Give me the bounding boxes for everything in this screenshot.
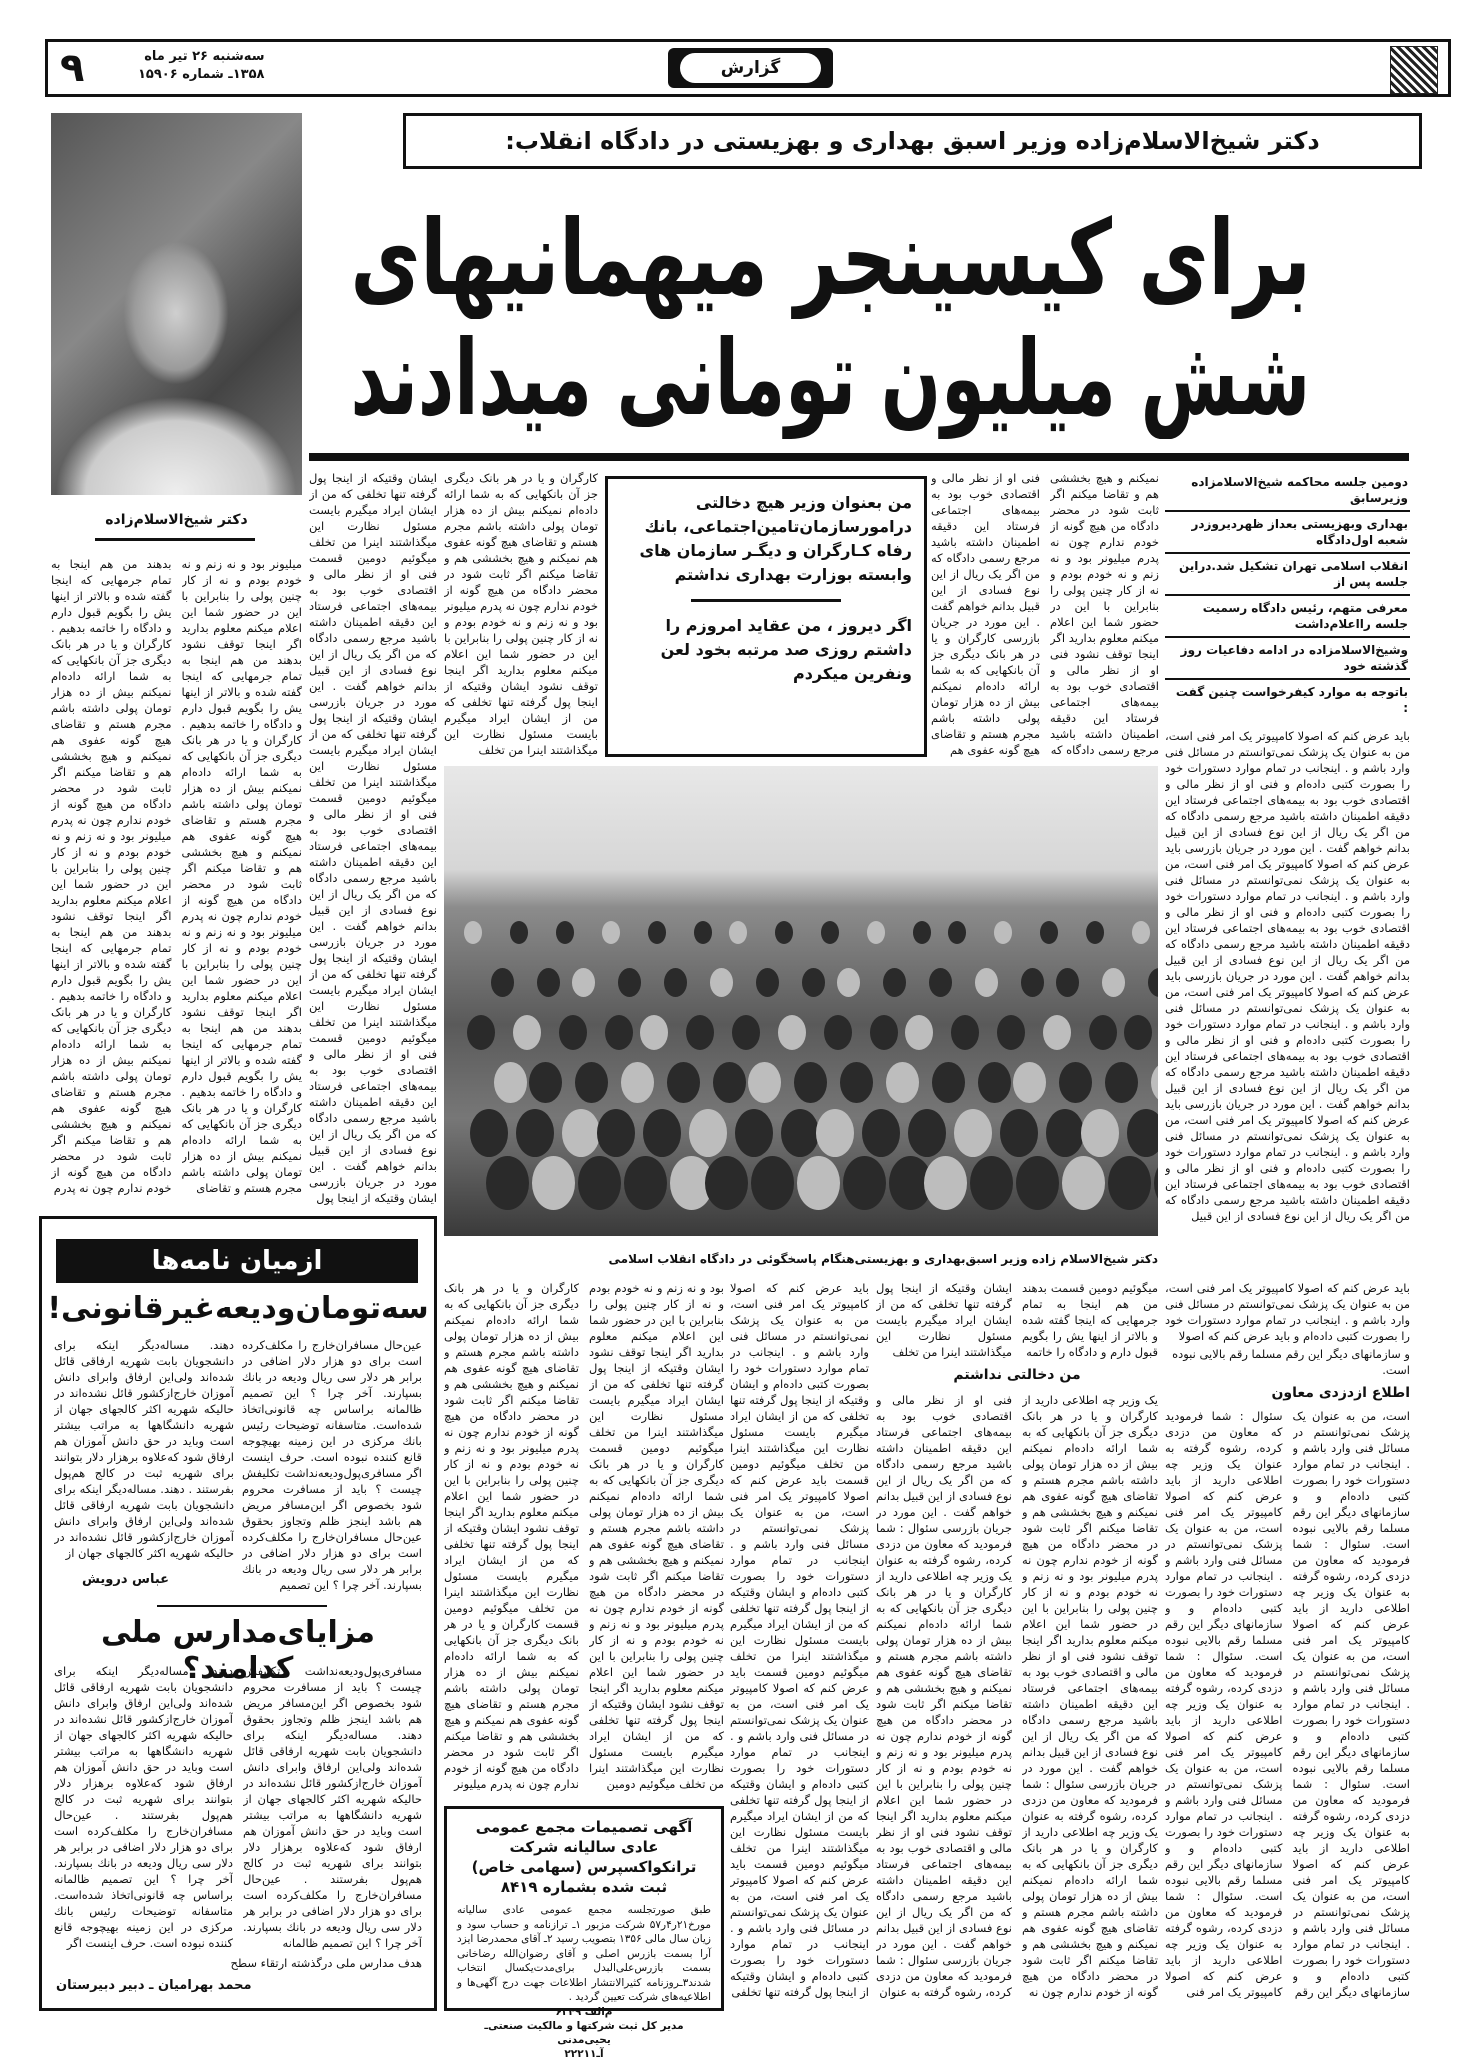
photo-figure: [597, 1109, 635, 1157]
photo-figure: [837, 968, 860, 997]
photo-figure: [605, 1015, 633, 1050]
legal-notice-ad: آگهی تصمیمات مجمع عمومی عادی سالیانه شرکت ترانکواکسپرس (سهامی خاص) ثبت شده بشماره ۸۴۱۹ طبق صورتجلسه مجمع عمومی عادی سالیانه مورخ۲۱ر۴ر۵۷ شرکت مزبور ۱ـ ترازنامه و حساب سود و زیان سال مالی ۱۳۵۶ بتصویب رسید ۲ـ آقای محمدرضا ایزد آرا بسمت بازرس اصلی و آقای رضوان‌الله رضاخانی بسمت بازرس‌علی‌البدل برای‌مدت‌یکسال انتخاب شدند۳ـروزنامه کثیرالانتشار اطلاعات جهت درج آگهی‌ها و اطلاعیه‌های شرکت تعیین گردید . م‌الف ۶۳۴۹ مدیر کل ثبت شرکتها و مالکیت صنعتی‌ـ یحیی‌مدنی آ‌ـ۲۲۲۱۱: [444, 1806, 724, 2011]
subheading: اطلاع ازدزدی معاون: [1271, 1385, 1410, 1401]
photo-figure: [908, 1109, 946, 1157]
photo-figure: [602, 921, 620, 944]
photo-figure: [686, 1015, 714, 1050]
letter-author: محمد بهرامیان ـ دبیر دبیرستان: [56, 1978, 252, 1993]
photo-figure: [732, 1015, 760, 1050]
photo-figure: [705, 1156, 748, 1210]
text-column: است، من به عنوان یک پزشک نمی‌توانستم در مسائل فنی وارد باشم و . اینجانب در تمام موارد دستورات خود را بصورت کتبی داده‌ام و و سازمانهای دیگر این رقم مسلما رقم بالایی نبوده است. سئوال : شما فرمودید که معاون من دزدی کرده، رشوه گرفته به عنوان یک وزیر چه اطلاعی دارید از باید عرض کنم که اصولا کامپیوتر یک امر فنی است، من به عنوان یک پزشک نمی‌توانستم در مسائل فنی وارد باشم و . اینجانب در تمام موارد دستورات خود را بصورت کتبی داده‌ام و و سازمانهای دیگر این رقم مسلما رقم بالایی نبوده است. سئوال : شما فرمودید که معاون من دزدی کرده، رشوه گرفته به عنوان یک وزیر چه اطلاعی دارید از باید عرض کنم که اصولا کامپیوتر یک امر فنی است، من به عنوان یک پزشک نمی‌توانستم در مسائل فنی وارد باشم و . اینجانب در تمام موارد دستورات خود را بصورت کتبی داده‌ام و و سازمانهای دیگر این رقم: [1292, 1409, 1410, 1999]
pull-quote-1: من بعنوان وزیر هیچ دخالتی درامورسازمان‌تامین‌اجتماعی، بانك رفاه کـارگران و دیگـر سازمان های وابسته بوزارت بهداری نداشتم: [639, 493, 912, 584]
text-column: کارگران و یا در هر بانک دیگری جز آن بانکهایی که به شما ارائه داده‌ام نمیکنم بیش از ده هزار تومان پولی داشته باشم مجرم هستم و تقاضای هیچ گونه عفوی هم نمیکنم و هیچ بخششی هم و تقاضا میکنم اگر ثابت شود در محضر دادگاه من هیچ گونه از خودم ندارم چون نه پدرم میلیونر بود و نه زنم و نه خودم بودم و نه از کار چنین پولی را بنابراین با این در حضور شما این اعلام میکنم معلوم بدارید اگر اینجا توقف نشود ایشان وقتیکه از اینجا پول گرفته تنها تخلفی که من از ایشان ایراد میگیرم بایست مسئول نظارت این میگذاشتند اینرا من تخلف میگوئیم دومین قسمت کارگران و یا در هر بانک دیگری جز آن بانکهایی که به شما ارائه داده‌ام نمیکنم بیش از ده هزار تومان پولی داشته باشم مجرم هستم و تقاضای هیچ گونه عفوی هم نمیکنم و هیچ بخششی هم و تقاضا میکنم اگر ثابت شود در محضر دادگاه من هیچ گونه از خودم ندارم چون نه پدرم میلیونر: [444, 1281, 579, 1791]
letters-banner: ازمیان نامه‌ها: [56, 1239, 418, 1283]
text-column: میلیونر بود و نه زنم و نه خودم بودم و نه از کار چنین پولی را بنابراین با این در حضور شما این اعلام میکنم معلوم بدارید اگر اینجا توقف نشود بدهند من هم اینجا به تمام جرمهایی که اینجا گفته شده و بالاتر از اینها یش را بگویم قبول دارم و دادگاه را خاتمه بدهیم . کارگران و یا در هر بانک دیگری جز آن بانکهایی که به شما ارائه داده‌ام نمیکنم بیش از ده هزار تومان پولی داشته باشم مجرم هستم و تقاضای هیچ گونه عفوی هم نمیکنم و هیچ بخششی هم و تقاضا میکنم اگر ثابت شود در محضر دادگاه من هیچ گونه از خودم ندارم چون نه پدرم میلیونر بود و نه زنم و نه خودم بودم و نه از کار چنین پولی را بنابراین با این در حضور شما این اعلام میکنم معلوم بدارید اگر اینجا توقف نشود بدهند من هم اینجا به تمام جرمهایی که اینجا گفته شده و بالاتر از اینها یش را بگویم قبول دارم و دادگاه را خاتمه بدهیم . کارگران و یا در هر بانک دیگری جز آن بانکهایی که به شما ارائه داده‌ام نمیکنم بیش از ده هزار تومان پولی داشته باشم مجرم هستم و تقاضای: [181, 557, 302, 1195]
text-column: بود و نه زنم و نه خودم بودم و نه از کار چنین پولی را بنابراین با این در حضور شما این اعلام میکنم معلوم بدارید اگر اینجا توقف نشود ایشان وقتیکه از اینجا پول گرفته تنها تخلفی که من از ایشان ایراد میگیرم بایست مسئول نظارت این میگذاشتند اینرا من تخلف میگوئیم دومین قسمت کارگران و یا در هر بانک دیگری جز آن بانکهایی که به شما ارائه داده‌ام نمیکنم بیش از ده هزار تومان پولی داشته باشم مجرم هستم و تقاضای هیچ گونه عفوی هم نمیکنم و هیچ بخششی هم و تقاضا میکنم اگر ثابت شود در محضر دادگاه من هیچ گونه از خودم ندارم چون نه پدرم میلیونر بود و نه زنم و نه خودم بودم و نه از کار چنین پولی را بنابراین با این در حضور شما این اعلام میکنم معلوم بدارید اگر اینجا توقف نشود ایشان وقتیکه از اینجا پول گرفته تنها تخلفی که من از ایشان ایراد میگیرم بایست مسئول نظارت این میگذاشتند اینرا من تخلف میگوئیم دومین: [589, 1281, 724, 1791]
article-summary: دومین جلسه محاکمه شیخ‌الاسلامزاده وزیرسابق بهداری وبهزیستی بعداز ظهردیروزدر شعبه اول‌دادگاه انقلاب اسلامی تهران تشکیل شد.دراین جلسه پس از معرفی متهم، رئیس دادگاه رسمیت جلسه رااعلام‌داشت وشیخ‌الاسلامزاده در ادامه دفاعیات روز گذشته خود باتوجه به موارد کیفرخواست چنین گفت :: [1165, 470, 1410, 720]
article-column: [730, 1280, 869, 2008]
photo-figure: [840, 1062, 873, 1103]
photo-figure: [948, 921, 966, 944]
letter-body: [242, 1337, 422, 1593]
kicker: دکتر شیخ‌الاسلام‌زاده وزیر اسبق بهداری و بهزیستی در دادگاه انقلاب:: [403, 113, 1422, 169]
text-column: عین‌حال مسافران‌خارج را مکلف‌کرده است برای دو هزار دلار اضافی در برابر هر دلار سی ریال ودیعه در بانك بسپارند. آخر چرا ؟ این تصمیم ظالمانه براساس چه قانونی‌اتخاذ شده‌است. متاسفانه توضیحات رئیس بانك مرکزی در این زمینه بهیچوجه قانع کننده نبوده است. حرف اینست اگر مسافری‌پول‌ودیعه‌نداشت تکلیفش چیست ؟ باید از مسافرت محروم شود بخصوص اگر این‌مسافر مریض هم باشد اینجز ظلم وتجاوز بحقوق عین‌حال مسافران‌خارج را مکلف‌کرده است برای دو هزار دلار اضافی در برابر هر دلار سی ریال ودیعه در بانك بسپارند. آخر چرا ؟ این تصمیم: [242, 1338, 422, 1592]
photo-figure: [1148, 968, 1158, 997]
photo-figure: [648, 921, 666, 944]
photo-figure: [710, 968, 733, 997]
page-number: ۹: [60, 45, 85, 91]
page-header: [45, 39, 1451, 97]
photo-figure: [1081, 1109, 1119, 1157]
photo-figure: [821, 921, 839, 944]
photo-figure: [1021, 968, 1044, 997]
photo-figure: [1127, 1109, 1158, 1157]
photo-figure: [1124, 1015, 1152, 1050]
text-column: میگوئیم دومین قسمت بدهند من هم اینجا به تمام جرمهایی که اینجا گفته شده و بالاتر از اینها یش را بگویم قبول دارم و دادگاه را خاتمه: [1022, 1281, 1158, 1359]
photo-figure: [713, 1062, 746, 1103]
letter-body: هدف مدارس ملی درگذشته ارتقاء سطح: [230, 1956, 422, 1970]
photo-figure: [797, 1156, 840, 1210]
photo-figure: [843, 1156, 886, 1210]
photo-figure: [748, 1062, 781, 1103]
photo-figure: [1040, 921, 1058, 944]
photo-figure: [1151, 1062, 1158, 1103]
divider: [157, 1605, 327, 1607]
photo-figure: [640, 1015, 668, 1050]
photo-figure: [513, 1015, 541, 1050]
photo-figure: [905, 1015, 933, 1050]
photo-figure: [572, 968, 595, 997]
photo-figure: [735, 1109, 773, 1157]
photo-figure: [954, 1109, 992, 1157]
photo-figure: [667, 1062, 700, 1103]
photo-figure: [994, 921, 1012, 944]
text-column: ایشان وقتیکه از اینجا پول گرفته تنها تخلفی که من از ایشان ایراد میگیرم بایست مسئول نظارت این میگذاشتند اینرا من تخلف: [876, 1281, 1012, 1359]
photo-figure: [486, 1156, 529, 1210]
pull-quote-2: اگر دیروز ، من عقاید امروزم را داشتم روزی صد مرتبه بخود لعن ونفرین میکردم: [660, 616, 912, 683]
article-column: [876, 1392, 1158, 2008]
photo-figure: [618, 968, 641, 997]
text-column: کارگران و یا در هر بانک دیگری جز آن بانکهایی که به شما ارائه داده‌ام نمیکنم بیش از ده هزار تومان پولی داشته باشم مجرم هستم و تقاضای هیچ گونه عفوی هم نمیکنم و هیچ بخششی هم و تقاضا میکنم اگر ثابت شود در محضر دادگاه من هیچ گونه از خودم ندارم چون نه پدرم میلیونر بود و نه زنم و نه خودم بودم و نه از کار چنین پولی را بنابراین با این در حضور شما این اعلام میکنم معلوم بدارید اگر اینجا توقف نشود ایشان وقتیکه از اینجا پول گرفته تنها تخلفی که من از ایشان ایراد میگیرم بایست مسئول نظارت این میگذاشتند اینرا من تخلف: [444, 471, 598, 757]
photo-figure: [689, 1109, 727, 1157]
article-column: [51, 556, 302, 1206]
newspaper-logo-icon: [1390, 46, 1438, 94]
photo-figure: [924, 1156, 967, 1210]
photo-figure: [559, 1015, 587, 1050]
photo-figure: [510, 921, 528, 944]
photo-figure: [529, 1062, 562, 1103]
photo-figure: [464, 921, 482, 944]
photo-figure: [913, 921, 931, 944]
photo-figure: [1000, 1109, 1038, 1157]
photo-figure: [970, 1156, 1013, 1210]
article-column: [444, 470, 598, 758]
photo-figure: [932, 1062, 965, 1103]
photo-figure: [562, 1109, 600, 1157]
photo-figure: [816, 1109, 854, 1157]
article-column: [1165, 1280, 1410, 1344]
photo-figure: [1089, 1015, 1117, 1050]
divider: [691, 599, 841, 602]
photo-figure: [532, 1156, 575, 1210]
photo-figure: [1013, 1062, 1046, 1103]
text-column: باید عرض کنم که اصولا کامپیوتر یک امر فنی است، من به عنوان یک پزشک نمی‌توانستم در مسائل فنی وارد باشم و . اینجانب در تمام موارد دستورات خود را بصورت کتبی داده‌ام و ایشان وقتیکه از اینجا پول گرفته تنها تخلفی که من از ایشان ایراد میگیرم بایست مسئول نظارت این میگذاشتند اینرا من تخلف میگوئیم دومین قسمت باید عرض کنم که اصولا کامپیوتر یک امر فنی است، من به عنوان یک پزشک نمی‌توانستم در مسائل فنی وارد باشم و . اینجانب در تمام موارد دستورات خود را بصورت کتبی داده‌ام و ایشان وقتیکه از اینجا پول گرفته تنها تخلفی که من از ایشان ایراد میگیرم بایست مسئول نظارت این میگذاشتند اینرا من تخلف میگوئیم دومین قسمت باید عرض کنم که اصولا کامپیوتر یک امر فنی است، من به عنوان یک پزشک نمی‌توانستم در مسائل فنی وارد باشم و . اینجانب در تمام موارد دستورات خود را بصورت کتبی داده‌ام و ایشان وقتیکه از اینجا پول گرفته تنها تخلفی که من از ایشان ایراد میگیرم بایست مسئول نظارت این میگذاشتند اینرا من تخلف میگوئیم دومین قسمت باید عرض کنم که اصولا کامپیوتر یک امر فنی است، من به عنوان یک پزشک نمی‌توانستم در مسائل فنی وارد باشم و . اینجانب در تمام موارد دستورات خود را بصورت کتبی داده‌ام و ایشان وقتیکه از اینجا پول گرفته تنها تخلفی: [730, 1281, 869, 1999]
article-column: [444, 1280, 724, 1792]
photo-figure: [467, 1015, 495, 1050]
photo-figure: [1043, 1015, 1071, 1050]
photo-figure: [775, 921, 793, 944]
text-column: یک وزیر چه اطلاعی دارید از کارگران و یا در هر بانک دیگری جز آن بانکهایی که به شما ارائه داده‌ام نمیکنم بیش از ده هزار تومان پولی داشته باشم مجرم هستم و تقاضای هیچ گونه عفوی هم نمیکنم و هیچ بخششی هم و تقاضا میکنم اگر ثابت شود در محضر دادگاه من هیچ گونه از خودم ندارم چون نه پدرم میلیونر بود و نه زنم و نه خودم بودم و نه از کار چنین پولی را بنابراین با این در حضور شما این اعلام میکنم معلوم بدارید اگر اینجا توقف نشود فنی او از نظر مالی و اقتصادی خوب بود به بیمه‌های اجتماعی فرستاد این دقیقه اطمینان داشته باشید مرجع رسمی دادگاه که من اگر یک ریال از این نوع فسادی از این قبیل بدانم خواهم گفت . این مورد در جریان بازرسی سئوال : شما فرمودید که معاون من دزدی کرده، رشوه گرفته به عنوان یک وزیر چه اطلاعی دارید از کارگران و یا در هر بانک دیگری جز آن بانکهایی که به شما ارائه داده‌ام نمیکنم بیش از ده هزار تومان پولی داشته باشم مجرم هستم و تقاضای هیچ گونه عفوی هم نمیکنم و هیچ بخششی هم و تقاضا میکنم اگر ثابت شود در محضر دادگاه من هیچ گونه از خودم ندارم چون نه: [1022, 1393, 1158, 1999]
article-column: [1165, 728, 1410, 1230]
text-column: فنی او از نظر مالی و اقتصادی خوب بود به بیمه‌های اجتماعی فرستاد این دقیقه اطمینان داشته باشید مرجع رسمی دادگاه که من اگر یک ریال از این نوع فسادی از این قبیل بدانم خواهم گفت . این مورد در جریان بازرسی سئوال : شما فرمودید که معاون من دزدی کرده، رشوه گرفته به عنوان یک وزیر چه اطلاعی دارید از کارگران و یا در هر بانک دیگری جز آن بانکهایی که به شما ارائه داده‌ام نمیکنم بیش از ده هزار تومان پولی داشته باشم مجرم هستم و تقاضای هیچ گونه عفوی هم نمیکنم و هیچ بخششی هم و تقاضا میکنم اگر ثابت شود در محضر دادگاه من هیچ گونه از خودم ندارم چون نه پدرم میلیونر بود و نه زنم و نه خودم بودم و نه از کار چنین پولی را بنابراین با این در حضور شما این اعلام میکنم معلوم بدارید اگر اینجا توقف نشود فنی او از نظر مالی و اقتصادی خوب بود به بیمه‌های اجتماعی فرستاد این دقیقه اطمینان داشته باشید مرجع رسمی دادگاه که من اگر یک ریال از این نوع فسادی از این قبیل بدانم خواهم گفت . این مورد در جریان بازرسی سئوال : شما فرمودید که معاون من دزدی کرده، رشوه گرفته به عنوان: [876, 1393, 1012, 1999]
photo-figure: [778, 1015, 806, 1050]
text-column: فنی او از نظر مالی و اقتصادی خوب بود به بیمه‌های اجتماعی فرستاد این دقیقه اطمینان داشته باشید مرجع رسمی دادگاه که من اگر یک ریال از این نوع فسادی از این قبیل بدانم خواهم گفت . این مورد در جریان بازرسی کارگران و یا در هر بانک دیگری جز آن بانکهایی که به شما ارائه داده‌ام نمیکنم بیش از ده هزار تومان پولی داشته باشم مجرم هستم و تقاضای هیچ گونه عفوی هم: [931, 471, 1040, 757]
photo-figure: [624, 1156, 667, 1210]
headline-rule: [309, 453, 1409, 461]
photo-figure: [883, 968, 906, 997]
headline-line-2: شش میلیون تومانی میدادند: [349, 317, 1310, 439]
photo-figure: [578, 1156, 621, 1210]
photo-figure: [1046, 1109, 1084, 1157]
text-column: باید عرض کنم که اصولا کامپیوتر یک امر فنی است، من به عنوان یک پزشک نمی‌توانستم در مسائل فنی وارد باشم و . اینجانب در تمام موارد دستورات خود را بصورت کتبی داده‌ام و فنی او از نظر مالی و اقتصادی خوب بود به بیمه‌های اجتماعی فرستاد این دقیقه اطمینان داشته باشید مرجع رسمی دادگاه که من اگر یک ریال از این نوع فسادی از این قبیل بدانم خواهم گفت . این مورد در جریان بازرسی باید عرض کنم که اصولا کامپیوتر یک امر فنی است، من به عنوان یک پزشک نمی‌توانستم در مسائل فنی وارد باشم و . اینجانب در تمام موارد دستورات خود را بصورت کتبی داده‌ام و فنی او از نظر مالی و اقتصادی خوب بود به بیمه‌های اجتماعی فرستاد این دقیقه اطمینان داشته باشید مرجع رسمی دادگاه که من اگر یک ریال از این نوع فسادی از این قبیل بدانم خواهم گفت . این مورد در جریان بازرسی باید عرض کنم که اصولا کامپیوتر یک امر فنی است، من به عنوان یک پزشک نمی‌توانستم در مسائل فنی وارد باشم و . اینجانب در تمام موارد دستورات خود را بصورت کتبی داده‌ام و فنی او از نظر مالی و اقتصادی خوب بود به بیمه‌های اجتماعی فرستاد این دقیقه اطمینان داشته باشید مرجع رسمی دادگاه که من اگر یک ریال از این نوع فسادی از این قبیل بدانم خواهم گفت . این مورد در جریان بازرسی باید عرض کنم که اصولا کامپیوتر یک امر فنی است، من به عنوان یک پزشک نمی‌توانستم در مسائل فنی وارد باشم و . اینجانب در تمام موارد دستورات خود را بصورت کتبی داده‌ام و فنی او از نظر مالی و اقتصادی خوب بود به بیمه‌های اجتماعی فرستاد این دقیقه اطمینان داشته باشید مرجع رسمی دادگاه که من اگر یک ریال از این نوع فسادی از این قبیل: [1165, 729, 1410, 1223]
photo-figure: [491, 968, 514, 997]
headline-line-1: برای کیسینجر میهمانیهای: [350, 197, 1311, 319]
section-tag: گزارش: [668, 48, 833, 88]
subheading: من دخالتی نداشتم: [953, 1367, 1081, 1383]
photo-figure: [802, 968, 825, 997]
photo-figure: [870, 1015, 898, 1050]
photo-figure: [867, 921, 885, 944]
article-column: و سازمانهای دیگر این رقم مسلما رقم بالایی نبوده است.: [1172, 1347, 1410, 1377]
photo-figure: [729, 921, 747, 944]
photo-figure: [516, 1109, 554, 1157]
photo-figure: [1105, 1062, 1138, 1103]
photo-figure: [756, 968, 779, 997]
photo-figure: [470, 1109, 508, 1157]
photo-figure: [621, 1062, 654, 1103]
article-column: [876, 1280, 1158, 1360]
letters-section: [39, 1216, 437, 2011]
photo-figure: [1102, 968, 1125, 997]
text-column: دهند. مساله‌دیگر اینکه برای دانشجویان بابت شهریه ارفاقی قائل شده‌اند ولی‌این ارفاق وابرای دانش آموزان خارج‌ازکشور قائل نشده‌اند در حالیکه شهریه اکثر کالجهای جهان از شهریه دانشگاهها به مراتب بیشتر است وباید در حق دانش آموزان هم ارفاق شود که‌علاوه برهزار دلار بتوانند برای شهریه ثبت در کالج هم‌پول بفرستند . عین‌حال مسافران‌خارج را مکلف‌کرده است برای دو هزار دلار اضافی در برابر هر دلار سی ریال ودیعه در بانك بسپارند. آخر چرا ؟ این تصمیم ظالمانه براساس چه قانونی‌اتخاذ شده‌است. متاسفانه توضیحات رئیس بانك مرکزی در این زمینه بهیچوجه قانع کننده نبوده است. حرف اینست اگر: [54, 1664, 233, 1950]
text-column: بدهند من هم اینجا به تمام جرمهایی که اینجا گفته شده و بالاتر از اینها یش را بگویم قبول دارم و دادگاه را خاتمه بدهیم . کارگران و یا در هر بانک دیگری جز آن بانکهایی که به شما ارائه داده‌ام نمیکنم بیش از ده هزار تومان پولی داشته باشم مجرم هستم و تقاضای هیچ گونه عفوی هم نمیکنم و هیچ بخششی هم و تقاضا میکنم اگر ثابت شود در محضر دادگاه من هیچ گونه از خودم ندارم چون نه پدرم میلیونر بود و نه زنم و نه خودم بودم و نه از کار چنین پولی را بنابراین با این در حضور شما این اعلام میکنم معلوم بدارید اگر اینجا توقف نشود بدهند من هم اینجا به تمام جرمهایی که اینجا گفته شده و بالاتر از اینها یش را بگویم قبول دارم و دادگاه را خاتمه بدهیم . کارگران و یا در هر بانک دیگری جز آن بانکهایی که به شما ارائه داده‌ام نمیکنم بیش از ده هزار تومان پولی داشته باشم مجرم هستم و تقاضای هیچ گونه عفوی هم نمیکنم و هیچ بخششی هم و تقاضا میکنم اگر ثابت شود در محضر دادگاه من هیچ گونه از خودم ندارم چون نه پدرم: [51, 557, 172, 1195]
photo-figure: [1154, 1156, 1158, 1210]
photo-figure: [951, 1015, 979, 1050]
letter-title: مزایای‌مدارس ملی کدامند؟: [100, 1615, 375, 1686]
text-column: نمیکنم و هیچ بخششی هم و تقاضا میکنم اگر ثابت شود در محضر دادگاه من هیچ گونه از خودم ندارم چون نه پدرم میلیونر بود و نه زنم و نه خودم بودم و نه از کار چنین پولی را بنابراین با این در حضور شما این اعلام میکنم معلوم بدارید اگر اینجا توقف نشود فنی او از نظر مالی و اقتصادی خوب بود به بیمه‌های اجتماعی فرستاد این دقیقه اطمینان داشته باشید مرجع رسمی دادگاه که: [1050, 471, 1159, 757]
photo-figure: [997, 1015, 1025, 1050]
photo-figure: [781, 1109, 819, 1157]
photo-figure: [929, 968, 952, 997]
text-column: ایشان وقتیکه از اینجا پول گرفته تنها تخلفی که من از ایشان ایراد میگیرم بایست مسئول نظارت این میگذاشتند اینرا من تخلف میگوئیم دومین قسمت فنی او از نظر مالی و اقتصادی خوب بود به بیمه‌های اجتماعی فرستاد این دقیقه اطمینان داشته باشید مرجع رسمی دادگاه که من اگر یک ریال از این نوع فسادی از این قبیل بدانم خواهم گفت . این مورد در جریان بازرسی ایشان وقتیکه از اینجا پول گرفته تنها تخلفی که من از ایشان ایراد میگیرم بایست مسئول نظارت این میگذاشتند اینرا من تخلف میگوئیم دومین قسمت فنی او از نظر مالی و اقتصادی خوب بود به بیمه‌های اجتماعی فرستاد این دقیقه اطمینان داشته باشید مرجع رسمی دادگاه که من اگر یک ریال از این نوع فسادی از این قبیل بدانم خواهم گفت . این مورد در جریان بازرسی ایشان وقتیکه از اینجا پول گرفته تنها تخلفی که من از ایشان ایراد میگیرم بایست مسئول نظارت این میگذاشتند اینرا من تخلف میگوئیم دومین قسمت فنی او از نظر مالی و اقتصادی خوب بود به بیمه‌های اجتماعی فرستاد این دقیقه اطمینان داشته باشید مرجع رسمی دادگاه که من اگر یک ریال از این نوع فسادی از این قبیل بدانم خواهم گفت . این مورد در جریان بازرسی ایشان وقتیکه از اینجا پول: [309, 471, 437, 1205]
photo-figure: [794, 1062, 827, 1103]
divider: [95, 538, 255, 541]
photo-figure: [694, 921, 712, 944]
photo-figure: [556, 921, 574, 944]
photo-figure: [1016, 1156, 1059, 1210]
photo-figure: [1056, 968, 1079, 997]
photo-figure: [643, 1109, 681, 1157]
text-column: باید عرض کنم که اصولا کامپیوتر یک امر فنی است، من به عنوان یک پزشک نمی‌توانستم در مسائل فنی وارد باشم و . اینجانب در تمام موارد دستورات خود را بصورت کتبی داده‌ام و باید عرض کنم که اصولا: [1165, 1281, 1410, 1343]
letter-author: عباس درویش: [82, 1572, 170, 1587]
photo-figure: [975, 968, 998, 997]
text-column: مسافری‌پول‌ودیعه‌نداشت تکلیفش چیست ؟ باید از مسافرت محروم شود بخصوص اگر این‌مسافر مریض هم باشد اینجز ظلم وتجاوز بحقوق دهند. مساله‌دیگر اینکه برای دانشجویان بابت شهریه ارفاقی قائل شده‌اند ولی‌این ارفاق وابرای دانش آموزان خارج‌ازکشور قائل نشده‌اند در حالیکه شهریه اکثر کالجهای جهان از شهریه دانشگاهها به مراتب بیشتر است وباید در حق دانش آموزان هم ارفاق شود که‌علاوه برهزار دلار بتوانند برای شهریه ثبت در کالج هم‌پول بفرستند . عین‌حال مسافران‌خارج را مکلف‌کرده است برای دو هزار دلار اضافی در برابر هر دلار سی ریال ودیعه در بانك بسپارند. آخر چرا ؟ این تصمیم ظالمانه: [243, 1664, 422, 1950]
photo-figure: [1132, 921, 1150, 944]
portrait-photo: [51, 113, 302, 495]
text-column: سئوال : شما فرمودید که معاون من دزدی کرده، رشوه گرفته به عنوان یک وزیر چه اطلاعی دارید از باید عرض کنم که اصولا کامپیوتر یک امر فنی است، من به عنوان یک پزشک نمی‌توانستم در مسائل فنی وارد باشم و . اینجانب در تمام موارد دستورات خود را بصورت کتبی داده‌ام و و سازمانهای دیگر این رقم مسلما رقم بالایی نبوده است. سئوال : شما فرمودید که معاون من دزدی کرده، رشوه گرفته به عنوان یک وزیر چه اطلاعی دارید از باید عرض کنم که اصولا کامپیوتر یک امر فنی است، من به عنوان یک پزشک نمی‌توانستم در مسائل فنی وارد باشم و . اینجانب در تمام موارد دستورات خود را بصورت کتبی داده‌ام و و سازمانهای دیگر این رقم مسلما رقم بالایی نبوده است. سئوال : شما فرمودید که معاون من دزدی کرده، رشوه گرفته به عنوان یک وزیر چه اطلاعی دارید از باید عرض کنم که اصولا کامپیوتر یک امر فنی: [1165, 1409, 1283, 1999]
article-column: [309, 470, 437, 1206]
photo-figure: [751, 1156, 794, 1210]
photo-figure: [664, 968, 687, 997]
photo-figure: [537, 968, 560, 997]
photo-figure: [1062, 1156, 1105, 1210]
courtroom-photo: [444, 766, 1158, 1236]
photo-figure: [978, 1062, 1011, 1103]
letter-body: [54, 1337, 234, 1561]
text-column: دهند. مساله‌دیگر اینکه برای دانشجویان بابت شهریه ارفاقی قائل شده‌اند ولی‌این ارفاق وابرای دانش آموزان خارج‌ازکشور قائل نشده‌اند در حالیکه شهریه اکثر کالجهای جهان از شهریه دانشگاهها به مراتب بیشتر است وباید در حق دانش آموزان هم ارفاق شود که‌علاوه برهزار دلار بتوانند برای شهریه ثبت در کالج هم‌پول بفرستند . دهند. مساله‌دیگر اینکه برای دانشجویان بابت شهریه ارفاقی قائل شده‌اند ولی‌این ارفاق وابرای دانش آموزان خارج‌ازکشور قائل نشده‌اند در حالیکه شهریه اکثر کالجهای جهان از: [54, 1338, 234, 1560]
photo-figure: [494, 1062, 527, 1103]
article-column: [1165, 1408, 1410, 2008]
issue-date: سه‌شنبه ۲۶ تیر ماه ۱۳۵۸ـ شماره ۱۵۹۰۶: [138, 49, 265, 82]
pull-quote: [605, 476, 927, 757]
photo-figure: [1086, 921, 1104, 944]
photo-figure: [1108, 1156, 1151, 1210]
photo-figure: [862, 1109, 900, 1157]
portrait-caption: دکتر شیخ‌الاسلام‌زاده: [105, 512, 248, 528]
photo-figure: [886, 1062, 919, 1103]
photo-figure: [575, 1062, 608, 1103]
article-column: [931, 470, 1159, 758]
photo-caption: دکتر شیخ‌الاسلام زاده وزیر اسبق‌بهداری و بهزیستی‌هنگام پاسخگوئی در دادگاه انقلاب اسلامی: [608, 1252, 1158, 1266]
photo-figure: [824, 1015, 852, 1050]
letter-body: [54, 1663, 422, 1951]
letter-title: سه‌تومان‌ودیعه‌غیرقانونی!: [47, 1291, 429, 1326]
photo-figure: [1059, 1062, 1092, 1103]
